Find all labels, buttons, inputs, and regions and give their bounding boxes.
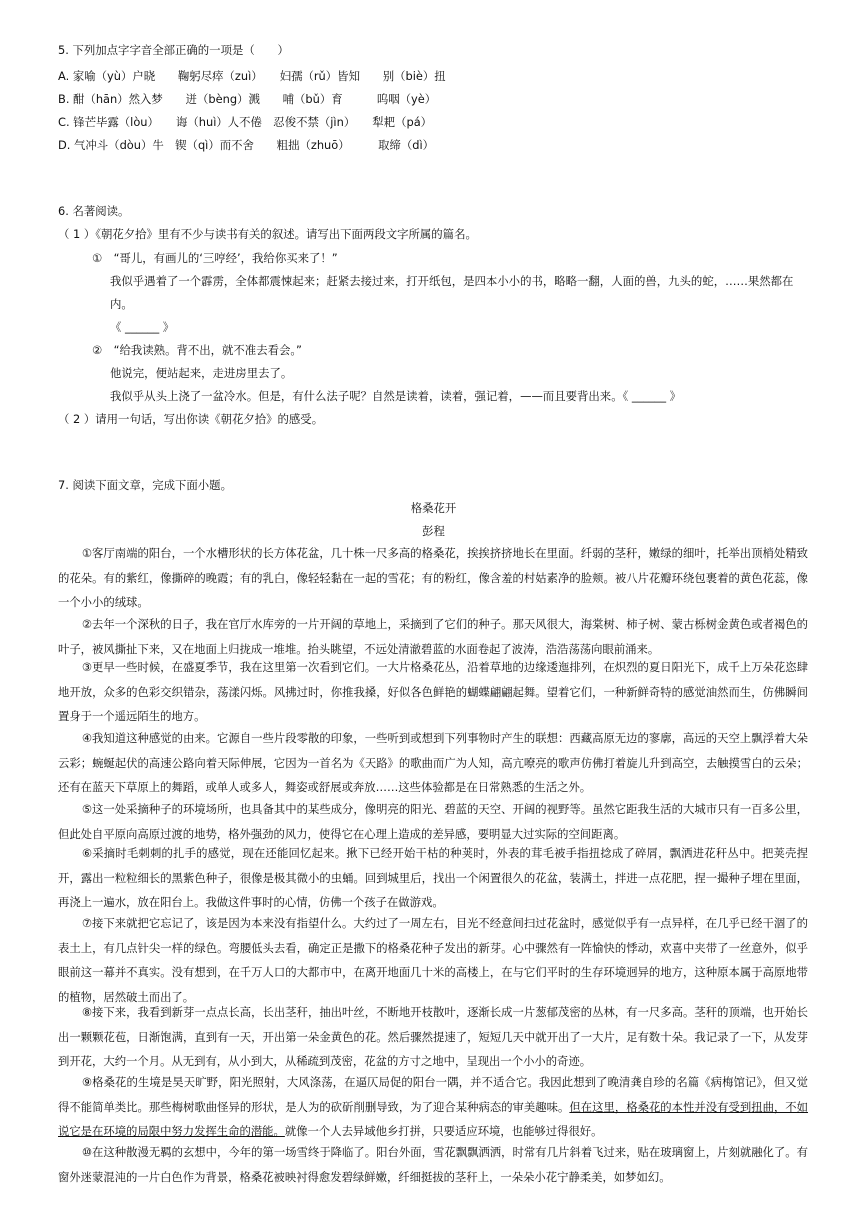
paragraph-1: ①客厅南端的阳台，一个水槽形状的长方体花盆，几十株一尺多高的格桑花，挨挨挤挤地长在里面。纤弱的茎秆，嫩绿的细叶，托举出顶梢处精致的花朵。有的紫红，像撕碎的晚霞；有的乳白，像轻轻黏在一起的雪花；有的粉红，像含羞的村姑素净的脸颊。被八片花瓣环绕包裹着的黄色花蕊，像一个小小的绒球。	[58, 546, 808, 610]
paragraph-9-text-a: ⑨格桑花的生境是昊天旷野，阳光照射，大风涤荡，在逼仄局促的阳台一隅，并不适合它。我因此想到了晚清龚自珍的名篇《病梅馆记》，但又觉得不能简单类比。那些梅树歌曲怪异的形状，是人为的砍斫削删导致，为了迎合某种病态的审美趣味。	[58, 1075, 808, 1114]
q6-item2-line3: 我似乎从头上浇了一盆冷水。但是，有什么法子呢？自然是读着，读着，强记着，——而且要背出来。《 ______ 》	[110, 389, 682, 403]
q6-item1-line3: 内。	[110, 297, 133, 311]
paragraph-9-underlined: 但在这里，格桑花的本性并没有受到扭曲，不如说它是在环境的局限中努力发挥生命的潜能。	[58, 1099, 809, 1139]
paragraph-7: ⑦接下来就把它忘记了，该是因为本来没有指望什么。大约过了一周左右，目光不经意间扫过花盆时，感觉似乎有一点异样，在几乎已经干涸了的表土上，有几点针尖一样的绿色。弯腰低头去看，确定正是撒下的格桑花种子发出的新芽。心中骤然有一阵愉快的悸动，欢喜中夹带了一丝意外，似乎眼前这一幕并不真实。没有想到，在千万人口的大都市中，在离开地面几十米的高楼上，在与它们平时的生存环境迥异的地方，这种原本属于高原地带的植物，居然破土而出了。	[58, 916, 808, 1005]
q5-option-a: A. 家喻（yù）户晓 鞠躬尽瘁（zuì） 妇孺（rǔ）皆知 别（biè）扭	[58, 69, 446, 83]
q7-title: 7. 阅读下面文章，完成下面小题。	[58, 478, 232, 492]
q5-option-b: B. 酣（hān）然入梦 迸（bèng）溅 哺（bǔ）育 呜咽（yè）	[58, 92, 437, 106]
article-author: 彭程	[422, 524, 445, 538]
q6-item2-line1: ② “给我读熟。背不出，就不准去看会。”	[92, 343, 302, 357]
paragraph-6: ⑥采摘时毛刺刺的扎手的感觉，现在还能回忆起来。揪下已经开始干枯的种荚时，外表的茸毛被手指扭捻成了碎屑，飘洒进花秆丛中。把荚壳捏开，露出一粒粒细长的黑紫色种子，很像是极其微小的虫蛹。回到城里后，找出一个闲置很久的花盆，装满土，拌进一点花肥，捏一撮种子埋在里面，再浇上一遍水，放在阳台上。我做这件事时的心情，仿佛一个孩子在做游戏。	[58, 846, 808, 910]
q5-option-d: D. 气冲斗（dòu）牛 锲（qì）而不舍 粗拙（zhuō） 取缔（dì）	[58, 138, 435, 152]
article-title: 格桑花开	[410, 501, 457, 515]
q5-title: 5. 下列加点字字音全部正确的一项是（ ）	[58, 43, 289, 57]
paragraph-9	[58, 1070, 808, 1144]
paragraph-4: ④我知道这种感觉的由来。它源自一些片段零散的印象，一些听到或想到下列事物时产生的联想：西藏高原无边的寥廓，高远的天空上飘浮着大朵云彩；蜿蜒起伏的高速公路向着天际伸展，它因为一首名为《天路》的歌曲而广为人知，高亢嘹亮的歌声仿佛打着旋儿升到高空，去触摸雪白的云朵；还有在蓝天下草原上的舞蹈，或单人或多人，舞姿或舒展或奔放……这些体验都是在日常熟悉的生活之外。	[58, 731, 808, 795]
q6-item1-line1: ① “哥儿，有画儿的‘三哼经’，我给你买来了！”	[92, 251, 338, 265]
q6-item1-line2: 我似乎遇着了一个霹雳，全体都震悚起来；赶紧去接过来，打开纸包，是四本小小的书，略略一翻，人面的兽，九头的蛇，……果然都在	[110, 274, 794, 288]
q6-item2-line2: 他说完，便站起来，走进房里去了。	[110, 366, 293, 380]
paragraph-8: ⑧接下来，我看到新芽一点点长高，长出茎秆，抽出叶丝，不断地开枝散叶，逐渐长成一片葱郁茂密的丛林，有一尺多高。茎秆的顶端，也开始长出一颗颗花苞，日渐饱满，直到有一天，开出第一朵金黄色的花。然后骤然提速了，短短几天中就开出了一大片，足有数十朵。我记录了一下，从发芽到开花，大约一个月。从无到有，从小到大，从稀疏到茂密，花盆的方寸之地中，呈现出一个小小的奇迹。	[58, 1005, 808, 1069]
q6-sub1: （ 1 ）《朝花夕拾》里有不少与读书有关的叙述。请写出下面两段文字所属的篇名。	[58, 227, 477, 241]
paragraph-9-text-b: 就像一个人去异域他乡打拼，只要适应环境，也能够过得很好。	[284, 1124, 603, 1139]
paragraph-3: ③更早一些时候，在盛夏季节，我在这里第一次看到它们。一大片格桑花丛，沿着草地的边缘逶迤排列，在炽烈的夏日阳光下，成千上万朵花恣肆地开放，众多的色彩交织错杂，荡漾闪烁。风拂过时，你推我搡，好似各色鲜艳的蝴蝶翩翩起舞。望着它们，一种新鲜奇特的感觉油然而生，仿佛瞬间置身于一个遥远陌生的地方。	[58, 660, 808, 724]
q5-option-c: C. 锋芒毕露（lòu） 诲（huì）人不倦 忍俊不禁（jìn） 犁耙（pá）	[58, 115, 433, 129]
paragraph-10: ⑩在这种散漫无羁的玄想中，今年的第一场雪终于降临了。阳台外面，雪花飘飘洒洒，时常有几片斜着飞过来，贴在玻璃窗上，片刻就融化了。有窗外迷蒙混沌的一片白色作为背景，格桑花被映衬得愈发碧绿鲜嫩，纤细挺拔的茎秆上，一朵朵小花宁静柔美，如梦如幻。	[58, 1145, 808, 1184]
q6-title: 6. 名著阅读。	[58, 204, 130, 218]
q6-item1-blank: 《 ______ 》	[110, 320, 175, 334]
paragraph-2: ②去年一个深秋的日子，我在官厅水库旁的一片开阔的草地上，采摘到了它们的种子。那天风很大，海棠树、柿子树、蒙古栎树金黄色或者褐色的叶子，被风撕扯下来，又在地面上归拢成一堆堆。抬头眺望，不远处清澈碧蓝的水面卷起了波涛，浩浩荡荡向眼前涌来。	[58, 617, 808, 656]
paragraph-5: ⑤这一处采摘种子的环境场所，也具备其中的某些成分，像明亮的阳光、碧蓝的天空、开阔的视野等。虽然它距我生活的大城市只有一百多公里，但此处自平原向高原过渡的地势，格外强劲的风力，使得它在心理上造成的差异感，要明显大过实际的空间距离。	[58, 802, 808, 841]
q6-sub2: （ 2 ）请用一句话，写出你读《朝花夕拾》的感受。	[58, 412, 324, 426]
